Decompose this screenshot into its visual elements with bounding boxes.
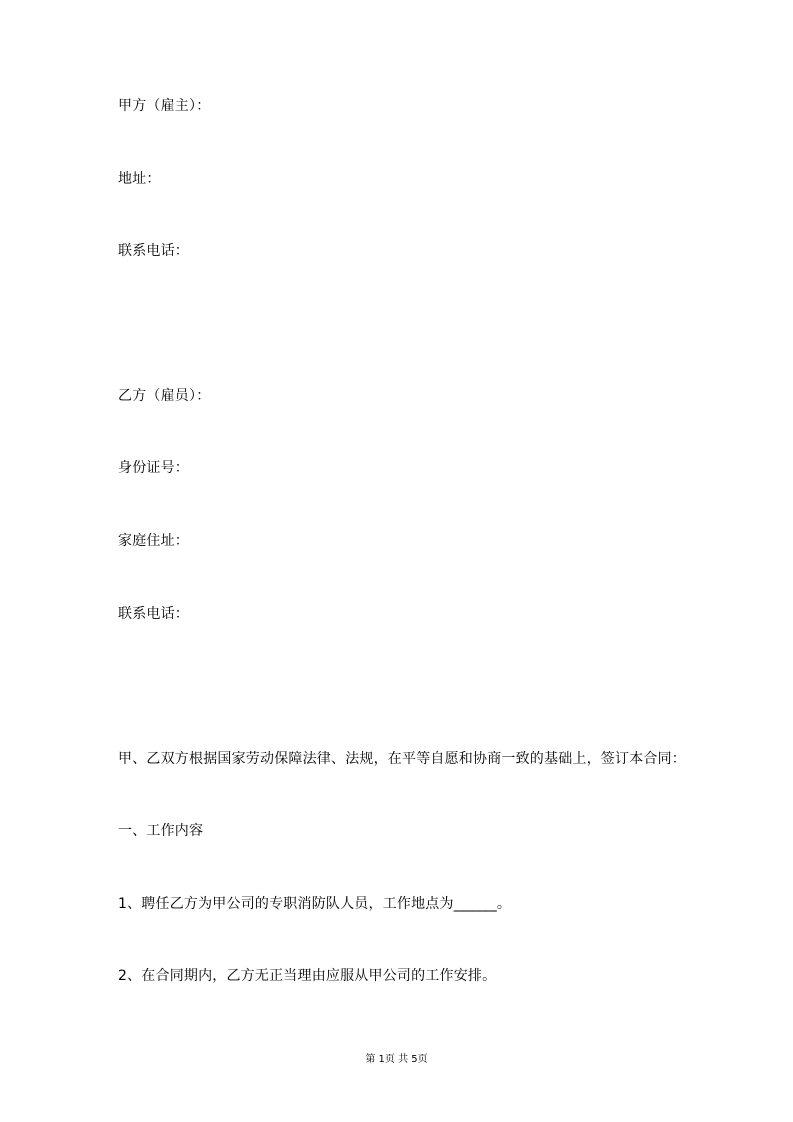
party-a-heading: 甲方（雇主）： bbox=[118, 98, 211, 114]
clause-2: 2、在合同期内，乙方无正当理由应服从甲公司的工作安排。 bbox=[118, 968, 497, 984]
party-b-phone-label: 联系电话： bbox=[118, 606, 189, 622]
party-b-home-address-label: 家庭住址： bbox=[118, 533, 189, 549]
page-number-footer: 第 1页 共 5页 bbox=[365, 1054, 428, 1065]
party-b-heading: 乙方（雇员）： bbox=[118, 388, 211, 404]
party-b-id-label: 身份证号： bbox=[118, 460, 189, 476]
contract-preamble: 甲、乙双方根据国家劳动保障法律、法规，在平等自愿和协商一致的基础上，签订本合同： bbox=[118, 751, 686, 767]
party-a-phone-label: 联系电话： bbox=[118, 243, 189, 259]
section-title-work-content: 一、工作内容 bbox=[118, 823, 204, 839]
party-a-address-label: 地址： bbox=[118, 171, 161, 187]
clause-1: 1、聘任乙方为甲公司的专职消防队人员，工作地点为______。 bbox=[118, 896, 512, 912]
